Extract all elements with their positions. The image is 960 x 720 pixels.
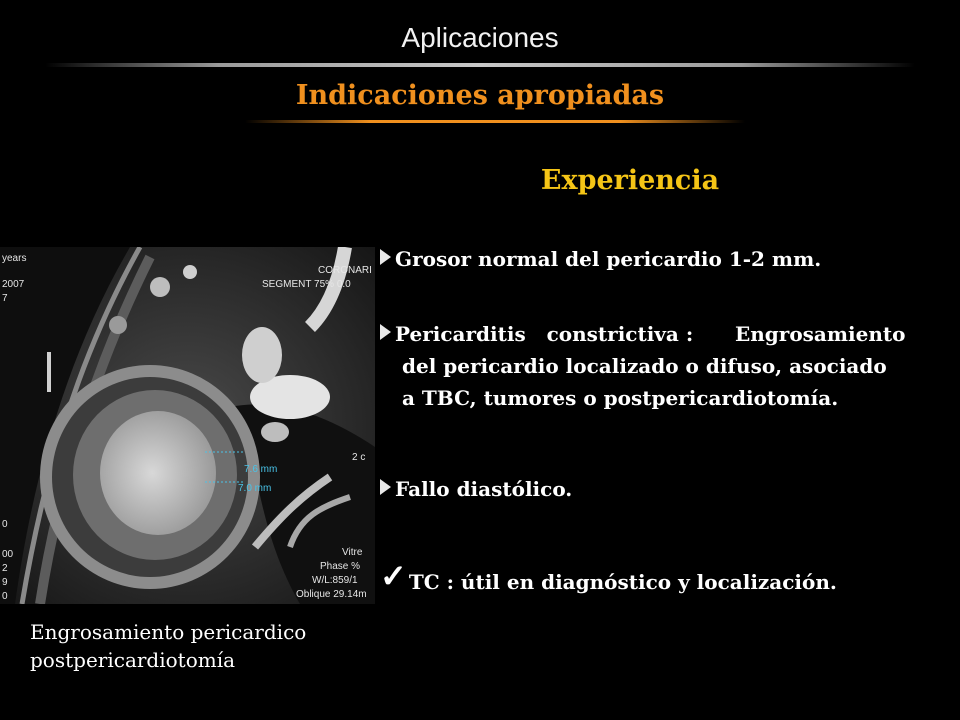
caption-line: Engrosamiento pericardico	[30, 620, 307, 644]
measurement-label: 7.0 mm	[238, 483, 272, 494]
title-divider	[45, 63, 915, 67]
overlay-text-top-right: CORONARI	[318, 265, 372, 276]
bullet-text: Grosor normal del pericardio 1-2 mm.	[395, 247, 822, 271]
bullet-item	[380, 243, 950, 275]
overlay-text-left: 2	[2, 563, 8, 574]
section-heading: Experiencia	[540, 165, 720, 196]
bullet-text: TC : útil en diagnóstico y localización.	[408, 570, 837, 594]
arrow-bullet-icon	[380, 324, 391, 340]
bullet-item	[380, 318, 950, 414]
overlay-text-left: 0	[2, 591, 8, 602]
ct-scan-image	[0, 247, 375, 604]
bullet-text: a TBC, tumores o postpericardiotomía.	[402, 386, 839, 410]
overlay-text-bottom-right: Oblique 29.14m	[296, 589, 367, 600]
arrow-bullet-icon	[380, 479, 391, 495]
subtitle-divider	[245, 120, 745, 123]
bullet-item	[380, 473, 950, 505]
overlay-text-left: 0	[2, 519, 8, 530]
image-caption	[30, 618, 370, 674]
overlay-text-mid-right: 2 c	[352, 452, 366, 463]
overlay-text-bottom-right: Vitre	[342, 547, 363, 558]
overlay-text-bottom-right: W/L:859/1	[312, 575, 358, 586]
caption-line: postpericardiotomía	[30, 648, 236, 672]
overlay-text-left: years	[2, 253, 27, 264]
bullet-text: Pericarditis constrictiva : Engrosamiento	[395, 322, 906, 346]
overlay-text-top-right: SEGMENT 75% 0.0	[262, 279, 351, 290]
overlay-text-left: 00	[2, 549, 14, 560]
overlay-text-left: 2007	[2, 279, 25, 290]
overlay-text-left: 7	[2, 293, 8, 304]
bullet-text: del pericardio localizado o difuso, asociado	[402, 354, 887, 378]
measurement-label: 7.6 mm	[244, 464, 278, 475]
overlay-text-bottom-right: Phase %	[320, 561, 361, 572]
overlay-text-left: 9	[2, 577, 8, 588]
check-icon: ✓	[380, 557, 407, 595]
slide-title: Aplicaciones	[401, 22, 559, 53]
bullet-text: Fallo diastólico.	[395, 477, 573, 501]
arrow-bullet-icon	[380, 249, 391, 265]
bullet-item	[380, 557, 950, 598]
slide-subtitle: Indicaciones apropiadas	[295, 80, 665, 111]
